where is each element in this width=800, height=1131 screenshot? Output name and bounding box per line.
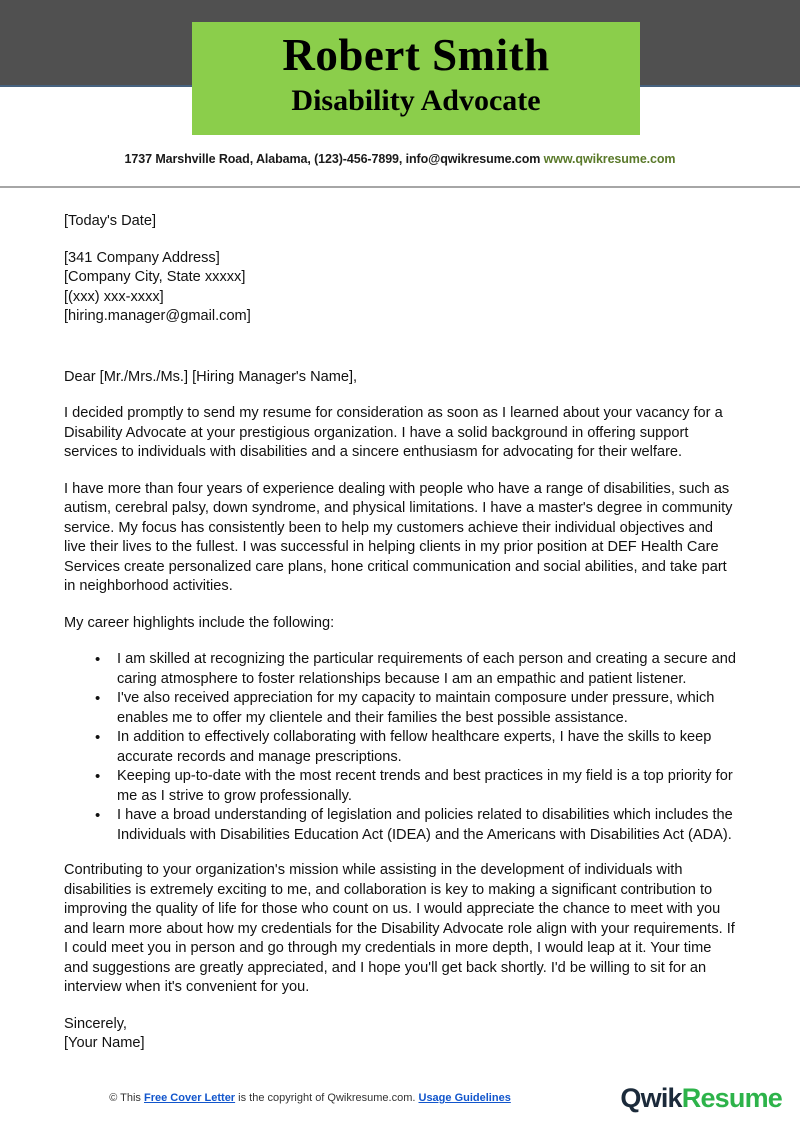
contact-address-phone-email: 1737 Marshville Road, Alabama, (123)-456-7899, info@qwikresume.com [124, 152, 541, 166]
recipient-address-line: [hiring.manager@gmail.com] [64, 308, 251, 324]
bullet-icon: • [95, 768, 101, 785]
signature-placeholder: [Your Name] [64, 1035, 145, 1051]
name-title-box [192, 22, 640, 135]
contact-info-line [0, 152, 800, 166]
footer-copyright [0, 1092, 620, 1104]
salutation: Dear [Mr./Mrs./Ms.] [Hiring Manager's Name], [64, 368, 358, 385]
contact-website[interactable]: www.qwikresume.com [543, 152, 676, 166]
logo-text-resume: Resume [681, 1083, 782, 1113]
list-item [64, 650, 736, 689]
signature-block [64, 1015, 736, 1054]
logo-text-qwik: Qwik [620, 1083, 682, 1113]
list-item [64, 767, 736, 806]
document-header [0, 0, 800, 190]
header-divider [0, 186, 800, 188]
usage-guidelines-link[interactable]: Usage Guidelines [418, 1092, 511, 1104]
bullet-icon: • [95, 651, 101, 668]
document-footer [0, 1069, 800, 1131]
qwikresume-logo[interactable] [620, 1083, 782, 1114]
recipient-address-line: [341 Company Address] [64, 249, 220, 266]
sign-off-text: Sincerely, [64, 1015, 127, 1032]
list-item [64, 689, 736, 728]
copyright-middle: is the copyright of Qwikresume.com. [235, 1092, 419, 1104]
letter-body [64, 212, 736, 1054]
date-placeholder: [Today's Date] [64, 213, 157, 229]
highlights-intro: My career highlights include the following: [64, 614, 335, 631]
list-item-text: I am skilled at recognizing the particular requirements of each person and creating a secure and caring atmosphere to foster relationships because I am an empathic and patient listener. [117, 651, 736, 687]
bullet-icon: • [95, 690, 101, 707]
paragraph-experience: I have more than four years of experience dealing with people who have a range of disabilities, such as autism, cerebral palsy, down syndrome, and physical limitations. I have a master's degree in community service. My focus has consistently been to help my customers achieve their individual objectives and live their lives to the fullest. I was successful in helping clients in my prior position at DEF Health Care Services create personalized care plans, hone critical communication and social abilities, and take part in neighborhood activities. [64, 480, 733, 594]
paragraph-closing: Contributing to your organization's mission while assisting in the development of individuals with disabilities is extremely exciting to me, and collaboration is key to making a significant contribution to improving the quality of life for those who count on us. I would appreciate the chance to meet with you and learn more about how my credentials for the Disability Advocate role align with your requirements. If I could meet you in person and go through my credentials in more depth, I would leap at it. Your time and suggestions are greatly appreciated, and I hope you'll get back shortly. I'd be willing to sit for an interview when it's convenient for you. [64, 862, 735, 995]
page-title: Robert Smith [282, 30, 550, 80]
copyright-prefix: © This [109, 1092, 144, 1104]
recipient-address-line: [Company City, State xxxxx] [64, 269, 246, 285]
job-title: Disability Advocate [291, 84, 541, 117]
recipient-address-block [64, 249, 736, 327]
career-highlights-list [64, 650, 736, 845]
list-item-text: In addition to effectively collaborating with fellow healthcare experts, I have the skills to keep accurate records and manage prescriptions. [117, 729, 712, 765]
bullet-icon: • [95, 807, 101, 824]
recipient-address-line: [(xxx) xxx-xxxx] [64, 288, 164, 305]
list-item-text: I've also received appreciation for my capacity to maintain composure under pressure, which enables me to offer my clientele and their families the best possible assistance. [117, 690, 715, 726]
list-item [64, 728, 736, 767]
paragraph-intro: I decided promptly to send my resume for consideration as soon as I learned about your vacancy for a Disability Advocate at your prestigious organization. I have a solid background in offering support services to individuals with disabilities and a sincere enthusiasm for advocating for their welfare. [64, 405, 723, 460]
free-cover-letter-link[interactable]: Free Cover Letter [144, 1092, 236, 1104]
list-item-text: Keeping up-to-date with the most recent trends and best practices in my field is a top priority for me as I strive to grow professionally. [117, 768, 733, 804]
list-item [64, 806, 736, 845]
list-item-text: I have a broad understanding of legislation and policies related to disabilities which includes the Individuals with Disabilities Education Act (IDEA) and the Americans with Disabilities Act (ADA). [117, 807, 733, 843]
bullet-icon: • [95, 729, 101, 746]
